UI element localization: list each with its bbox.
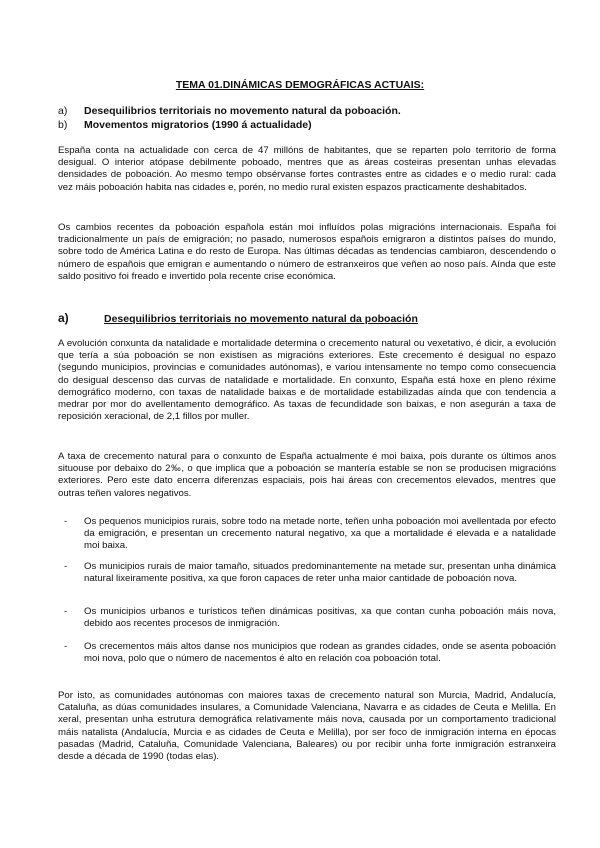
section-title: Desequilibrios territoriais no movemento natural da poboación (104, 313, 418, 325)
toc-item-b (58, 119, 312, 131)
intro-paragraph-2: Os cambios recentes da poboación española están moi influídos polas migracións internacionais. España foi tradicionalmente un país de emigración; no pasado, numerosos españois emigraron a distintos países do mundo, sobre todo de América Latina e do resto de Europa. Nas últimas décadas as tendencias cambiaron, descendendo o número de españois que emigran e aumentando o número de estranxeiros que veñen ao noso país. Aínda que este saldo positivo foi freado e invertido pola recente crise económica. (58, 222, 556, 282)
bullet-text: Os municipios urbanos e turísticos teñen dinámicas positivas, xa que contan cunha poboación máis nova, debido aos recentes procesos de inmigración. (84, 606, 556, 630)
toc-letter: a) (58, 105, 68, 117)
document-page: TEMA 01.DINÁMICAS DEMOGRÁFICAS ACTUAIS: a) Desequilibrios territoriais no movemento natural da poboación. b) Movementos migratorios (1990 á actualidade) España conta na actualidade con cerca de 47 millóns de habitantes, que se reparten polo territorio de forma desigual. O interior atópase debilmente poboado, mentres que as áreas costeiras presentan unhas elevadas densidades de poboación. Ao mesmo tempo obsérvanse fortes contrastes entre as cidades e o medio rural: cada vez máis poboación habita nas cidades e, porén, no medio rural existen espazos practicamente deshabitados. Os cambios recentes da poboación española están moi influídos polas migracións internacionais. España foi tradicionalmente un país de emigración; no pasado, numerosos españois emigraron a distintos países do mundo, sobre todo de América Latina e do resto de Europa. Nas últimas décadas as tendencias cambiaron, descendendo o número de españois que emigran e aumentando o número de estranxeiros que veñen ao noso país. Aínda que este saldo positivo foi freado e invertido pola recente crise económica. a) Desequilibrios territoriais no movemento natural da poboación A evolución conxunta da natalidade e mortalidade determina o crecemento natural ou vexetativo, é dicir, a evolución que tería a súa poboación se non existisen as migracións exteriores. Este crecemento é desigual no espazo (segundo municipios, provincias e comunidades autónomas), e variou intensamente no tempo como consecuencia do desigual descenso das curvas de natalidade e mortalidade. En conxunto, España está hoxe en pleno réxime demográfico moderno, con taxas de natalidade baixas e de mortalidade estabilizadas aínda que con tendencia a medrar por mor do avellentamento demográfico. As taxas de fecundidade son baixas, e non asegurán a taxa de reposición xeracional, de 2,1 fillos por muller. A taxa de crecemento natural para o conxunto de España actualmente é moi baixa, pois durante os últimos anos situouse por debaixo do 2‰, o que implica que a poboación se mantería estable se non se producisen migracións exteriores. Pero este dato encerra diferenzas espaciais, pois hai áreas con crecementos elevados, mentres que outras teñen valores negativos. - Os pequenos municipios rurais, sobre todo na metade norte, teñen unha poboación moi avellentada por efecto da emigración, e presentan un crecemento natural negativo, xa que a mortalidade é elevada e a natalidade moi baixa. - Os municipios rurais de maior tamaño, situados predominantemente na metade sur, presentan unha dinámica natural lixeiramente positiva, xa que foron capaces de reter unha maior cantidade de poboación nova. - Os municipios urbanos e turísticos teñen dinámicas positivas, xa que contan cunha poboación máis nova, debido aos recentes procesos de inmigración. - Os crecementos máis altos danse nos municipios que rodean as grandes cidades, onde se asenta poboación moi nova, polo que o número de nacementos é alto en relación coa poboación total. Por isto, as comunidades autónomas con maiores taxas de crecemento natural son Murcia, Madrid, Andalucía, Cataluña, as dúas comunidades insulares, a Comunidade Valenciana, Navarra e as cidades de Ceuta e Melilla. En xeral, presentan unha estrutura demográfica relativamente máis nova, causada por un comportamento tradicional máis natalista (Andalucía, Murcia e as cidades de Ceuta e Melilla), por ser foco de inmigración interna en épocas pasadas (Madrid, Cataluña, Comunidade Valenciana, Baleares) ou por recibir unha forte inmigración estranxeira desde a década de 1990 (todas elas). (0, 0, 600, 848)
toc-text: Movementos migratorios (1990 á actualidade) (84, 119, 312, 131)
bullet-text: Os crecementos máis altos danse nos municipios que rodean as grandes cidades, onde se asenta poboación moi nova, polo que o número de nacementos é alto en relación coa poboación total. (84, 641, 556, 665)
bullet-text: Os pequenos municipios rurais, sobre todo na metade norte, teñen unha poboación moi avellentada por efecto da emigración, e presentan un crecemento natural negativo, xa que a mortalidade é elevada e a natalidade moi baixa. (84, 516, 556, 552)
bullet-text: Os municipios rurais de maior tamaño, situados predominantemente na metade sur, presentan unha dinámica natural lixeiramente positiva, xa que foron capaces de reter unha maior cantidade de poboación nova. (84, 561, 556, 585)
section-a-conclusion: Por isto, as comunidades autónomas con maiores taxas de crecemento natural son Murcia, Madrid, Andalucía, Cataluña, as dúas comunidades insulares, a Comunidade Valenciana, Navarra e as cidades de Ceuta e Melilla. En xeral, presentan unha estrutura demográfica relativamente máis nova, causada por un comportamento tradicional máis natalista (Andalucía, Murcia e as cidades de Ceuta e Melilla), por ser foco de inmigración interna en épocas pasadas (Madrid, Cataluña, Comunidade Valenciana, Baleares) ou por recibir unha forte inmigración estranxeira desde a década de 1990 (todas elas). (58, 690, 556, 763)
toc-text: Desequilibrios territoriais no movemento natural da poboación. (84, 105, 401, 117)
toc-letter: b) (58, 119, 68, 131)
section-a-paragraph-2: A taxa de crecemento natural para o conxunto de España actualmente é moi baixa, pois durante os últimos anos situouse por debaixo do 2‰, o que implica que a poboación se mantería estable se non se producisen migracións exteriores. Pero este dato encerra diferenzas espaciais, pois hai áreas con crecementos elevados, mentres que outras teñen valores negativos. (58, 451, 556, 499)
intro-paragraph-1: España conta na actualidade con cerca de 47 millóns de habitantes, que se reparten polo territorio de forma desigual. O interior atópase debilmente poboado, mentres que as áreas costeiras presentan unhas elevadas densidades de poboación. Ao mesmo tempo obsérvanse fortes contrastes entre as cidades e o medio rural: cada vez máis poboación habita nas cidades e, porén, no medio rural existen espazos practicamente deshabitados. (58, 145, 556, 193)
section-heading-a (58, 311, 418, 325)
page-title: TEMA 01.DINÁMICAS DEMOGRÁFICAS ACTUAIS: (175, 79, 425, 91)
section-letter: a) (58, 311, 69, 325)
toc-item-a (58, 105, 401, 117)
section-a-paragraph-1: A evolución conxunta da natalidade e mortalidade determina o crecemento natural ou vexetativo, é dicir, a evolución que tería a súa poboación se non existisen as migracións exteriores. Este crecemento é desigual no espazo (segundo municipios, provincias e comunidades autónomas), e variou intensamente no tempo como consecuencia do desigual descenso das curvas de natalidade e mortalidade. En conxunto, España está hoxe en pleno réxime demográfico moderno, con taxas de natalidade baixas e de mortalidade estabilizadas aínda que con tendencia a medrar por mor do avellentamento demográfico. As taxas de fecundidade son baixas, e non asegurán a taxa de reposición xeracional, de 2,1 fillos por muller. (58, 338, 556, 423)
